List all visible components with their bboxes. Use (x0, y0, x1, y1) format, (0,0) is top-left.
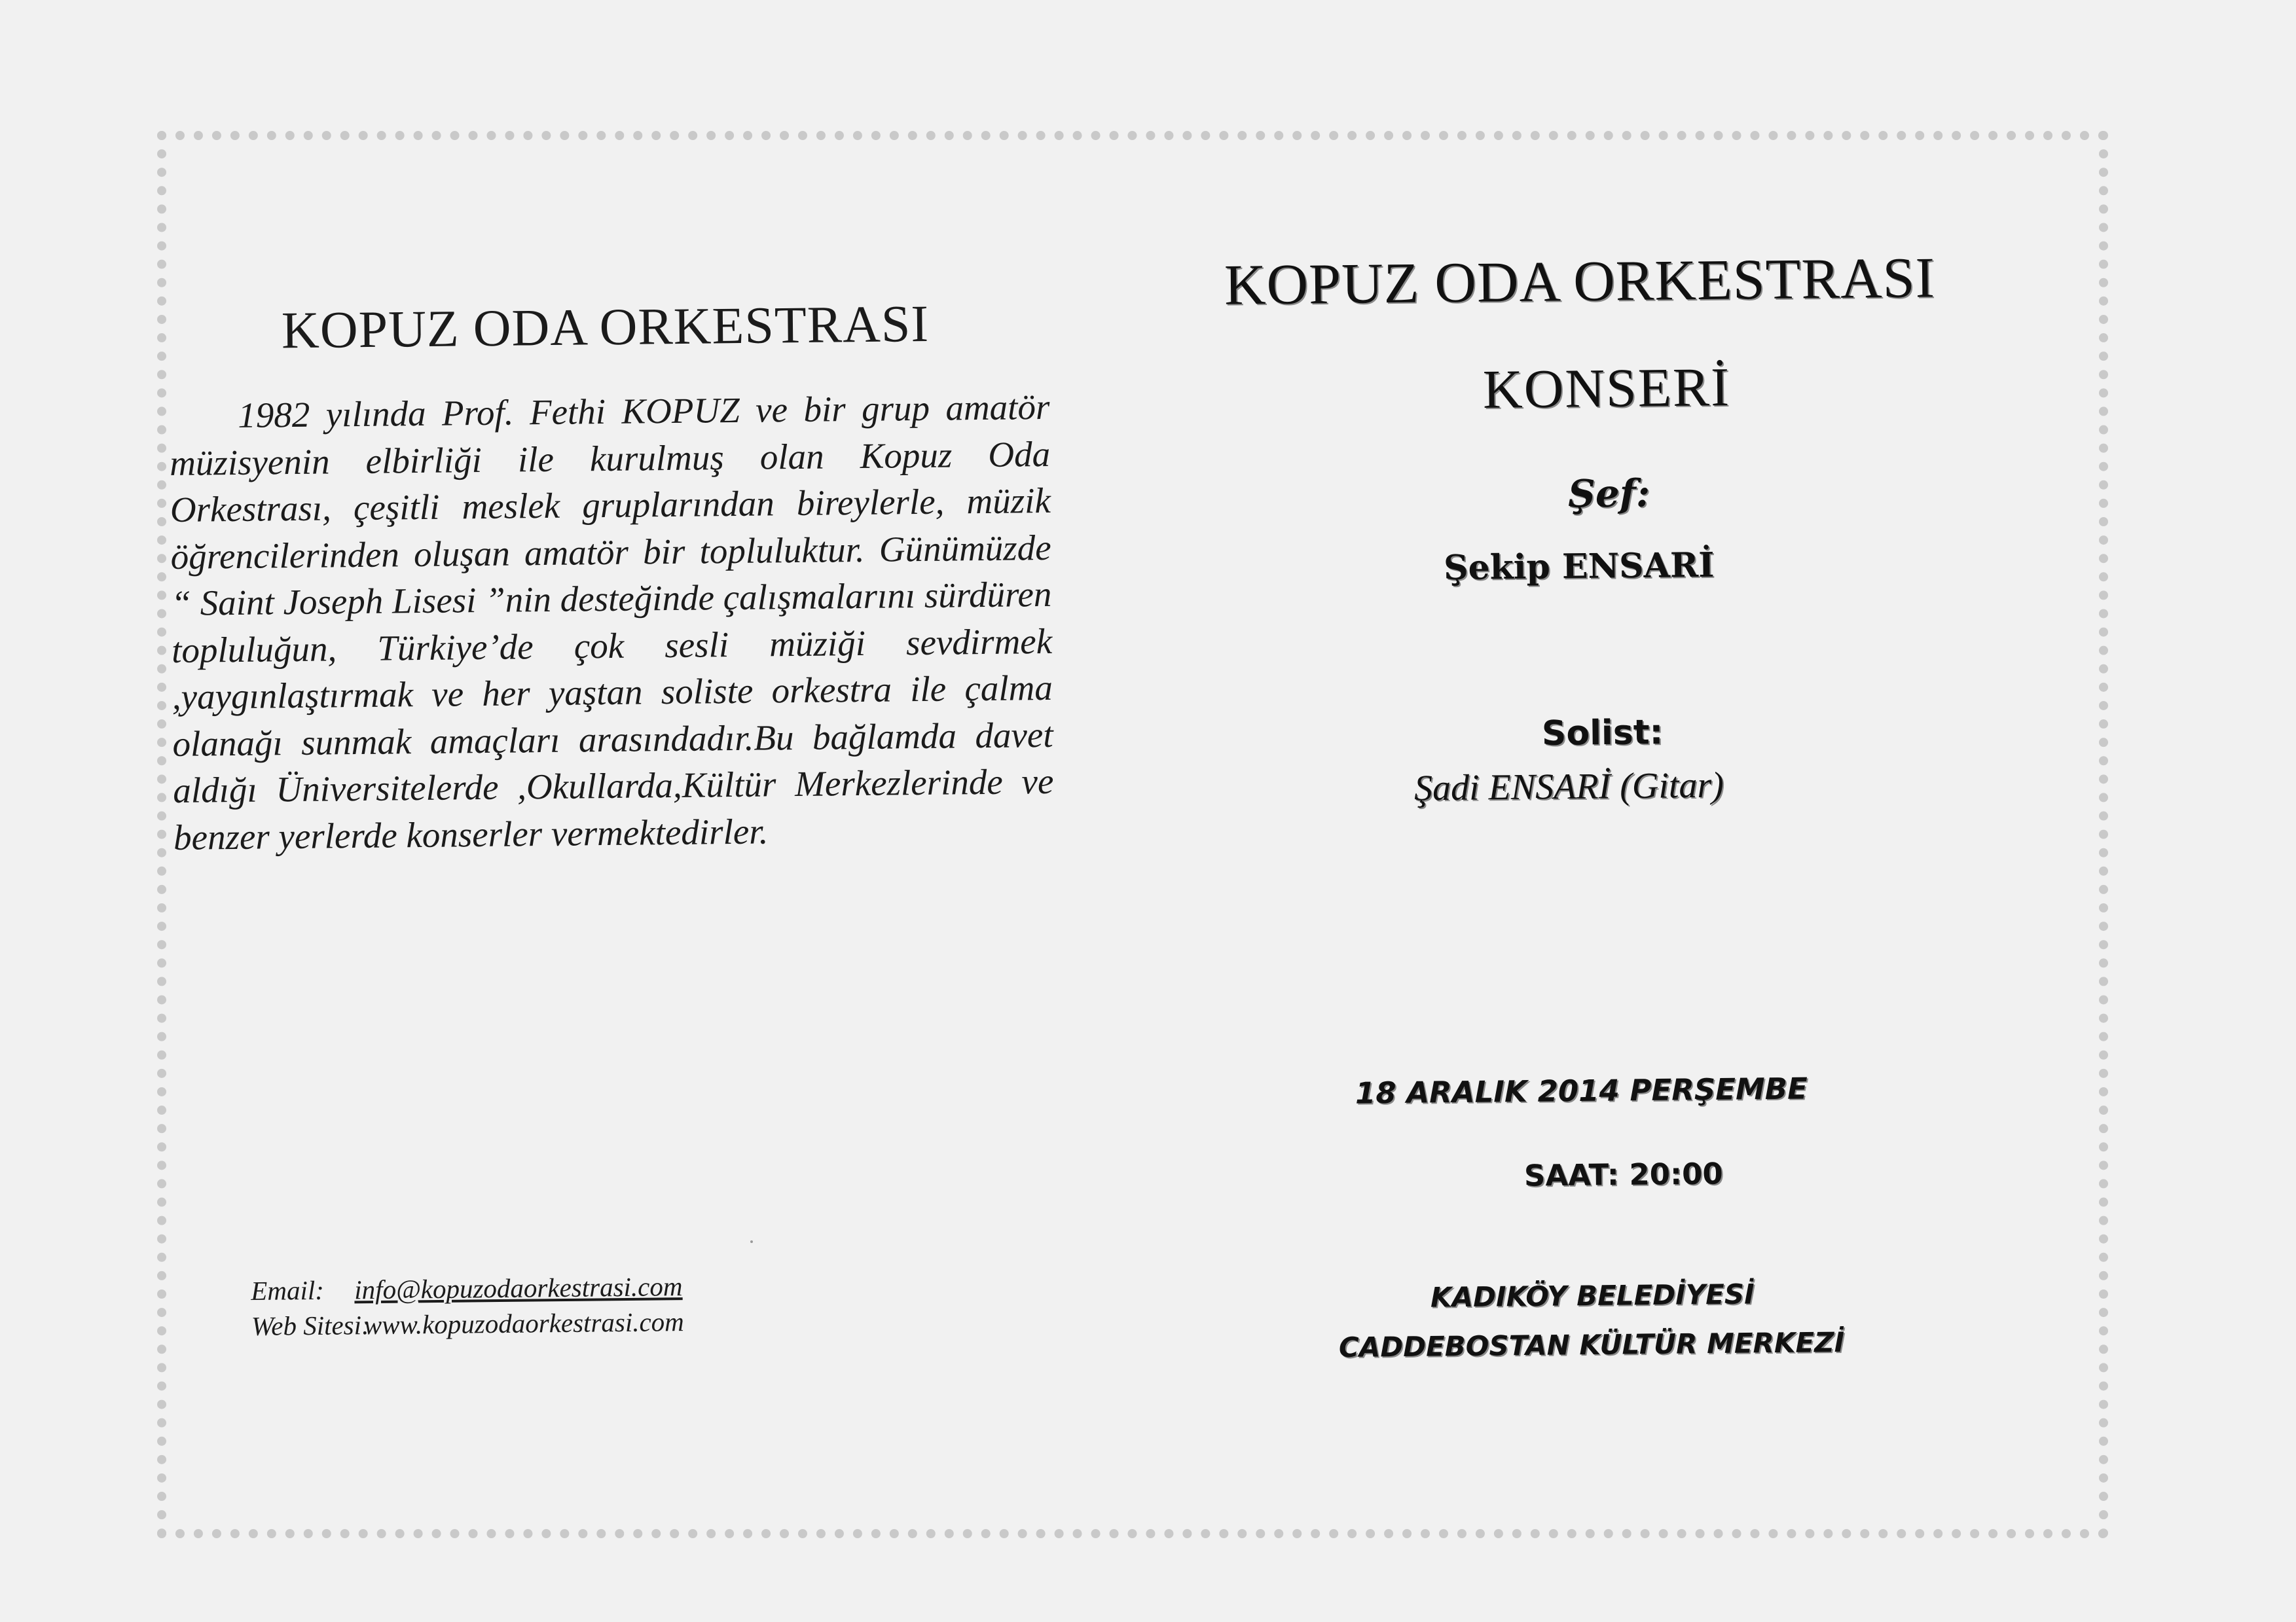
venue-line-2: CADDEBOSTAN KÜLTÜR MERKEZİ (1338, 1325, 1845, 1364)
venue-line-1: KADIKÖY BELEDİYESİ (1430, 1278, 1755, 1314)
soloist-name: Şadi ENSARİ (Gitar) (1413, 765, 1724, 809)
concert-title: KOPUZ ODA ORKESTRASI (1224, 246, 1936, 317)
concert-date: 18 ARALIK 2014 PERŞEMBE (1355, 1071, 1808, 1111)
soloist-label: Solist: (1541, 713, 1664, 753)
conductor-name: Şekip ENSARİ (1443, 545, 1715, 588)
email-label: Email: (251, 1274, 325, 1306)
orchestra-description: 1982 yılında Prof. Fethi KOPUZ ve bir grup amatör müzisyenin elbirliği ile kurulmuş olan Kopuz Oda Orkestrası, çeşitli meslek gruplarından bireylerle, müzik öğrencilerinden oluşan amatör bir topluluktur. Günümüzde “ Saint Joseph Lisesi ”nin desteğinde çalışmalarını sürdüren topluluğun, Türkiye’de çok sesli müziği sevdirmek ,yaygınlaştırmak ve her yaştan soliste orkestra ile çalma olanağı sunmak amaçları arasındadır.Bu bağlamda davet aldığı Üniversitelerde ,Okullarda,Kültür Merkezlerinde ve benzer yerlerde konserler vermektedirler. (169, 386, 1054, 857)
left-title: KOPUZ ODA ORKESTRASI (281, 295, 930, 360)
concert-subtitle: KONSERİ (1482, 357, 1731, 420)
concert-time: SAAT: 20:00 (1523, 1156, 1723, 1193)
website-row (251, 1304, 684, 1344)
website-label: Web Sitesi: (251, 1310, 371, 1341)
contact-block (251, 1269, 684, 1344)
website-link[interactable]: www.kopuzodaorkestrasi.com (363, 1307, 685, 1341)
conductor-label: Şef: (1567, 471, 1650, 516)
fold-mark (750, 1240, 753, 1243)
email-link[interactable]: info@kopuzodaorkestrasi.com (354, 1271, 683, 1305)
email-row (251, 1269, 683, 1308)
